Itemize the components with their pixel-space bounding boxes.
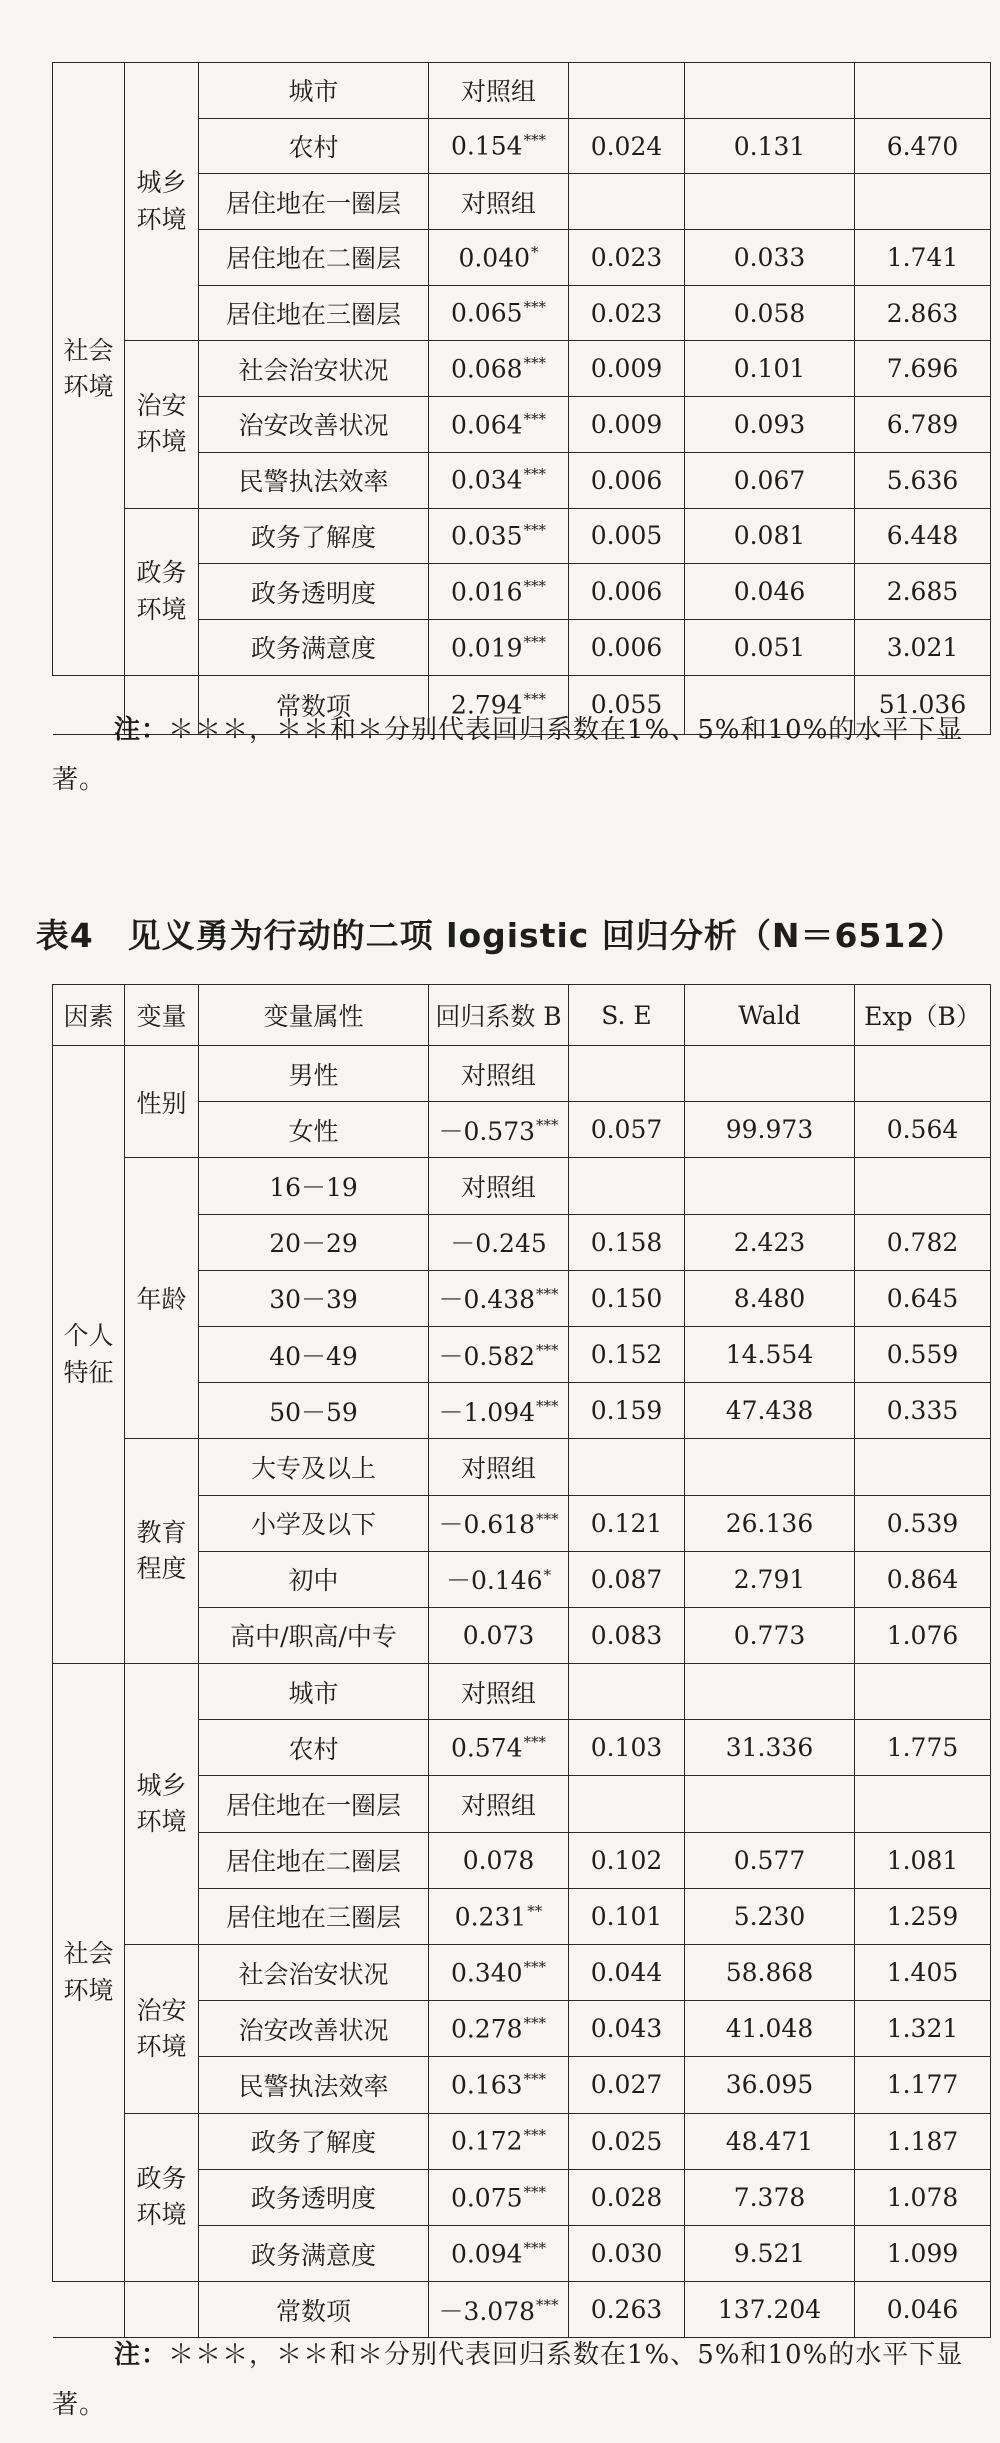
- attr-cell: 居住地在一圈层: [199, 1776, 429, 1832]
- exp-cell: 1.321: [855, 2001, 991, 2057]
- table-row: [53, 1664, 991, 1720]
- wald-cell: [685, 1776, 855, 1832]
- header-exp: Exp（B）: [855, 985, 991, 1046]
- significance-mark: *: [531, 242, 539, 261]
- wald-cell: [685, 1158, 855, 1214]
- coef-cell: －0.573***: [429, 1102, 569, 1158]
- coef-cell: －0.582***: [429, 1326, 569, 1382]
- attr-cell: 30－39: [199, 1270, 429, 1326]
- exp-cell: 6.789: [855, 397, 991, 453]
- exp-cell: 0.559: [855, 1326, 991, 1382]
- attr-cell: 城市: [199, 63, 429, 119]
- table-row: [53, 1158, 991, 1214]
- factor-label: 个人特征: [63, 1321, 114, 1387]
- variable-label: 治安环境: [136, 391, 187, 457]
- significance-mark: ***: [536, 1341, 559, 1360]
- attr-cell: 16－19: [199, 1158, 429, 1214]
- attr-cell: 常数项: [199, 2282, 429, 2338]
- exp-cell: [855, 1046, 991, 1102]
- exp-cell: 0.539: [855, 1495, 991, 1551]
- wald-cell: 31.336: [685, 1720, 855, 1776]
- exp-cell: [855, 63, 991, 119]
- wald-cell: 58.868: [685, 1945, 855, 2001]
- table-row: [53, 341, 991, 397]
- significance-mark: ***: [523, 1957, 547, 1976]
- attr-cell: 民警执法效率: [199, 2057, 429, 2113]
- note-text: ＊＊＊，＊＊和＊分别代表回归系数在1%、5%和10%的水平下显著。: [52, 2340, 964, 2420]
- wald-cell: 0.081: [685, 508, 855, 564]
- coef-cell: 对照组: [429, 1158, 569, 1214]
- exp-cell: 1.076: [855, 1607, 991, 1663]
- se-cell: [569, 1439, 685, 1495]
- wald-cell: 2.791: [685, 1551, 855, 1607]
- wald-cell: 137.204: [685, 2282, 855, 2338]
- se-cell: 0.150: [569, 1270, 685, 1326]
- factor-cell: [53, 1046, 125, 1664]
- attr-cell: 民警执法效率: [199, 452, 429, 508]
- se-cell: 0.006: [569, 619, 685, 675]
- wald-cell: [685, 1664, 855, 1720]
- coef-cell: 对照组: [429, 1776, 569, 1832]
- wald-cell: [685, 1439, 855, 1495]
- significance-mark: ***: [523, 465, 547, 484]
- coef-cell: 0.034***: [429, 452, 569, 508]
- exp-cell: 7.696: [855, 341, 991, 397]
- attr-cell: 政务了解度: [199, 508, 429, 564]
- coef-cell: 0.278***: [429, 2001, 569, 2057]
- se-cell: 0.083: [569, 1607, 685, 1663]
- coef-cell: 0.231**: [429, 1888, 569, 1944]
- exp-cell: [855, 1439, 991, 1495]
- attr-cell: 治安改善状况: [199, 397, 429, 453]
- se-cell: 0.043: [569, 2001, 685, 2057]
- se-cell: 0.028: [569, 2169, 685, 2225]
- attr-cell: 高中/职高/中专: [199, 1607, 429, 1663]
- coef-cell: 对照组: [429, 174, 569, 230]
- se-cell: 0.005: [569, 508, 685, 564]
- coef-cell: 2.794***: [429, 675, 569, 734]
- table-row: [53, 1046, 991, 1102]
- variable-cell: [125, 1945, 199, 2114]
- se-cell: [569, 1046, 685, 1102]
- se-cell: [569, 1158, 685, 1214]
- exp-cell: 1.081: [855, 1832, 991, 1888]
- exp-cell: 1.741: [855, 230, 991, 286]
- attr-cell: 政务透明度: [199, 2169, 429, 2225]
- wald-cell: 36.095: [685, 2057, 855, 2113]
- significance-mark: ***: [523, 2182, 547, 2201]
- exp-cell: [855, 1776, 991, 1832]
- significance-mark: ***: [523, 2070, 547, 2089]
- factor-label: 社会环境: [63, 1939, 114, 2005]
- coef-cell: 0.163***: [429, 2057, 569, 2113]
- significance-mark: ***: [523, 689, 547, 708]
- wald-cell: 0.046: [685, 564, 855, 620]
- se-cell: 0.055: [569, 675, 685, 734]
- se-cell: 0.009: [569, 397, 685, 453]
- exp-cell: 1.099: [855, 2225, 991, 2281]
- wald-cell: [685, 174, 855, 230]
- significance-mark: ***: [523, 409, 547, 428]
- variable-label: 政务环境: [136, 558, 187, 624]
- significance-mark: ***: [523, 354, 547, 373]
- significance-mark: ***: [523, 521, 547, 540]
- exp-cell: [855, 1158, 991, 1214]
- significance-mark: ***: [523, 2126, 547, 2145]
- variable-label: 政务环境: [136, 2164, 187, 2230]
- exp-cell: 0.564: [855, 1102, 991, 1158]
- note-lead: 注：: [114, 2340, 169, 2370]
- wald-cell: [685, 1046, 855, 1102]
- note-lead: 注：: [114, 715, 169, 745]
- exp-cell: 6.448: [855, 508, 991, 564]
- attr-cell: 居住地在一圈层: [199, 174, 429, 230]
- coef-cell: 0.065***: [429, 285, 569, 341]
- significance-mark: ***: [536, 1285, 559, 1304]
- significance-mark: ***: [523, 1733, 547, 1752]
- header-se: S. E: [569, 985, 685, 1046]
- wald-cell: 2.423: [685, 1214, 855, 1270]
- variable-cell: [125, 1664, 199, 1945]
- coef-cell: 0.073: [429, 1607, 569, 1663]
- attr-cell: 农村: [199, 118, 429, 174]
- header-factor: 因素: [53, 985, 125, 1046]
- wald-cell: 41.048: [685, 2001, 855, 2057]
- exp-cell: 2.863: [855, 285, 991, 341]
- coef-cell: 对照组: [429, 63, 569, 119]
- variable-label: 城乡环境: [136, 168, 187, 234]
- wald-cell: 0.577: [685, 1832, 855, 1888]
- variable-cell: [125, 2113, 199, 2282]
- se-cell: 0.023: [569, 230, 685, 286]
- exp-cell: 6.470: [855, 118, 991, 174]
- se-cell: 0.044: [569, 1945, 685, 2001]
- attr-cell: 50－59: [199, 1383, 429, 1439]
- attr-cell: 农村: [199, 1720, 429, 1776]
- se-cell: 0.006: [569, 452, 685, 508]
- exp-cell: 1.177: [855, 2057, 991, 2113]
- attr-cell: 居住地在二圈层: [199, 1832, 429, 1888]
- exp-cell: 1.775: [855, 1720, 991, 1776]
- header-wald: Wald: [685, 985, 855, 1046]
- se-cell: 0.025: [569, 2113, 685, 2169]
- table-row: [53, 1439, 991, 1495]
- attr-cell: 大专及以上: [199, 1439, 429, 1495]
- attr-cell: 20－29: [199, 1214, 429, 1270]
- coef-cell: －0.438***: [429, 1270, 569, 1326]
- attr-cell: 政务了解度: [199, 2113, 429, 2169]
- factor-cell: [53, 1664, 125, 2282]
- table-row: [53, 63, 991, 119]
- attr-cell: 居住地在三圈层: [199, 1888, 429, 1944]
- wald-cell: 7.378: [685, 2169, 855, 2225]
- significance-mark: ***: [536, 1397, 559, 1416]
- wald-cell: 26.136: [685, 1495, 855, 1551]
- significance-mark: ***: [523, 576, 547, 595]
- wald-cell: 99.973: [685, 1102, 855, 1158]
- coef-cell: 0.340***: [429, 1945, 569, 2001]
- coef-cell: 0.574***: [429, 1720, 569, 1776]
- attr-cell: 居住地在二圈层: [199, 230, 429, 286]
- table3-continued: [52, 62, 991, 735]
- coef-cell: －0.146*: [429, 1551, 569, 1607]
- se-cell: [569, 1664, 685, 1720]
- wald-cell: 0.093: [685, 397, 855, 453]
- wald-cell: 5.230: [685, 1888, 855, 1944]
- wald-cell: 0.058: [685, 285, 855, 341]
- coef-cell: 对照组: [429, 1046, 569, 1102]
- variable-cell: [125, 341, 199, 508]
- se-cell: 0.006: [569, 564, 685, 620]
- se-cell: 0.024: [569, 118, 685, 174]
- se-cell: 0.030: [569, 2225, 685, 2281]
- table-header-row: [53, 985, 991, 1046]
- attr-cell: 政务满意度: [199, 619, 429, 675]
- se-cell: [569, 1776, 685, 1832]
- attr-cell: 城市: [199, 1664, 429, 1720]
- se-cell: 0.103: [569, 1720, 685, 1776]
- variable-label: 教育程度: [136, 1517, 187, 1584]
- header-variable: 变量: [125, 985, 199, 1046]
- significance-mark: ***: [523, 298, 547, 317]
- coef-cell: 0.078: [429, 1832, 569, 1888]
- significance-mark: ***: [523, 2238, 547, 2257]
- se-cell: 0.102: [569, 1832, 685, 1888]
- significance-mark: ***: [536, 1509, 559, 1528]
- se-cell: 0.158: [569, 1214, 685, 1270]
- significance-mark: **: [527, 1901, 543, 1920]
- wald-cell: [685, 63, 855, 119]
- variable-label: 城乡环境: [136, 1770, 187, 1837]
- wald-cell: 47.438: [685, 1383, 855, 1439]
- exp-cell: 1.078: [855, 2169, 991, 2225]
- coef-cell: －3.078***: [429, 2282, 569, 2338]
- table-row: [53, 1945, 991, 2001]
- wald-cell: 9.521: [685, 2225, 855, 2281]
- variable-cell: [125, 508, 199, 675]
- header-attribute: 变量属性: [199, 985, 429, 1046]
- coef-cell: －0.618***: [429, 1495, 569, 1551]
- significance-mark: ***: [523, 2014, 547, 2033]
- se-cell: 0.152: [569, 1326, 685, 1382]
- table4-title: 表4 见义勇为行动的二项 logistic 回归分析（N＝6512）: [35, 916, 965, 955]
- table-row: [53, 2113, 991, 2169]
- coef-cell: 0.094***: [429, 2225, 569, 2281]
- attr-cell: 治安改善状况: [199, 2001, 429, 2057]
- exp-cell: 0.864: [855, 1551, 991, 1607]
- se-cell: 0.087: [569, 1551, 685, 1607]
- se-cell: 0.159: [569, 1383, 685, 1439]
- attr-cell: 社会治安状况: [199, 341, 429, 397]
- exp-cell: [855, 1664, 991, 1720]
- significance-mark: ***: [523, 632, 547, 651]
- exp-cell: 5.636: [855, 452, 991, 508]
- se-cell: 0.057: [569, 1102, 685, 1158]
- significance-mark: ***: [523, 131, 547, 150]
- exp-cell: 0.046: [855, 2282, 991, 2338]
- coef-cell: 0.154***: [429, 118, 569, 174]
- se-cell: 0.023: [569, 285, 685, 341]
- header-coef: 回归系数 B: [429, 985, 569, 1046]
- wald-cell: 0.101: [685, 341, 855, 397]
- wald-cell: 0.131: [685, 118, 855, 174]
- wald-cell: 8.480: [685, 1270, 855, 1326]
- significance-mark: ***: [536, 1116, 559, 1135]
- exp-cell: 3.021: [855, 619, 991, 675]
- coef-cell: 0.016***: [429, 564, 569, 620]
- exp-cell: [855, 174, 991, 230]
- coef-cell: 对照组: [429, 1439, 569, 1495]
- attr-cell: 常数项: [199, 675, 429, 734]
- significance-mark: ***: [536, 2296, 559, 2315]
- variable-cell: [125, 63, 199, 341]
- wald-cell: 0.773: [685, 1607, 855, 1663]
- wald-cell: 0.033: [685, 230, 855, 286]
- se-cell: 0.121: [569, 1495, 685, 1551]
- se-cell: 0.101: [569, 1888, 685, 1944]
- significance-mark: *: [543, 1565, 552, 1584]
- attr-cell: 小学及以下: [199, 1495, 429, 1551]
- se-cell: [569, 174, 685, 230]
- coef-cell: －1.094***: [429, 1383, 569, 1439]
- se-cell: 0.263: [569, 2282, 685, 2338]
- se-cell: 0.027: [569, 2057, 685, 2113]
- coef-cell: 0.040*: [429, 230, 569, 286]
- attr-cell: 男性: [199, 1046, 429, 1102]
- table4-note: [52, 2330, 982, 2430]
- coef-cell: 0.075***: [429, 2169, 569, 2225]
- variable-label: 治安环境: [136, 1995, 187, 2061]
- attr-cell: 40－49: [199, 1326, 429, 1382]
- table4: [52, 984, 991, 2338]
- wald-cell: 0.067: [685, 452, 855, 508]
- note-text: ＊＊＊，＊＊和＊分别代表回归系数在1%、5%和10%的水平下显著。: [52, 715, 964, 795]
- attr-cell: 政务透明度: [199, 564, 429, 620]
- exp-cell: 1.187: [855, 2113, 991, 2169]
- attr-cell: 初中: [199, 1551, 429, 1607]
- coef-cell: 0.068***: [429, 341, 569, 397]
- factor-cell: [53, 63, 125, 676]
- variable-cell: 年龄: [125, 1158, 199, 1439]
- coef-cell: 0.019***: [429, 619, 569, 675]
- attr-cell: 女性: [199, 1102, 429, 1158]
- wald-cell: 0.051: [685, 619, 855, 675]
- coef-cell: 0.172***: [429, 2113, 569, 2169]
- attr-cell: 社会治安状况: [199, 1945, 429, 2001]
- exp-cell: 0.335: [855, 1383, 991, 1439]
- exp-cell: 0.782: [855, 1214, 991, 1270]
- coef-cell: 0.064***: [429, 397, 569, 453]
- exp-cell: 1.259: [855, 1888, 991, 1944]
- exp-cell: 2.685: [855, 564, 991, 620]
- wald-cell: 14.554: [685, 1326, 855, 1382]
- attr-cell: 居住地在三圈层: [199, 285, 429, 341]
- coef-cell: 0.035***: [429, 508, 569, 564]
- coef-cell: －0.245: [429, 1214, 569, 1270]
- variable-cell: 性别: [125, 1046, 199, 1158]
- exp-cell: 51.036: [855, 675, 991, 734]
- table-row: [53, 508, 991, 564]
- exp-cell: 1.405: [855, 1945, 991, 2001]
- attr-cell: 政务满意度: [199, 2225, 429, 2281]
- table3-note: [52, 705, 982, 805]
- factor-label: 社会环境: [63, 335, 114, 401]
- variable-cell: [125, 1439, 199, 1664]
- exp-cell: 0.645: [855, 1270, 991, 1326]
- coef-cell: 对照组: [429, 1664, 569, 1720]
- se-cell: [569, 63, 685, 119]
- wald-cell: 48.471: [685, 2113, 855, 2169]
- se-cell: 0.009: [569, 341, 685, 397]
